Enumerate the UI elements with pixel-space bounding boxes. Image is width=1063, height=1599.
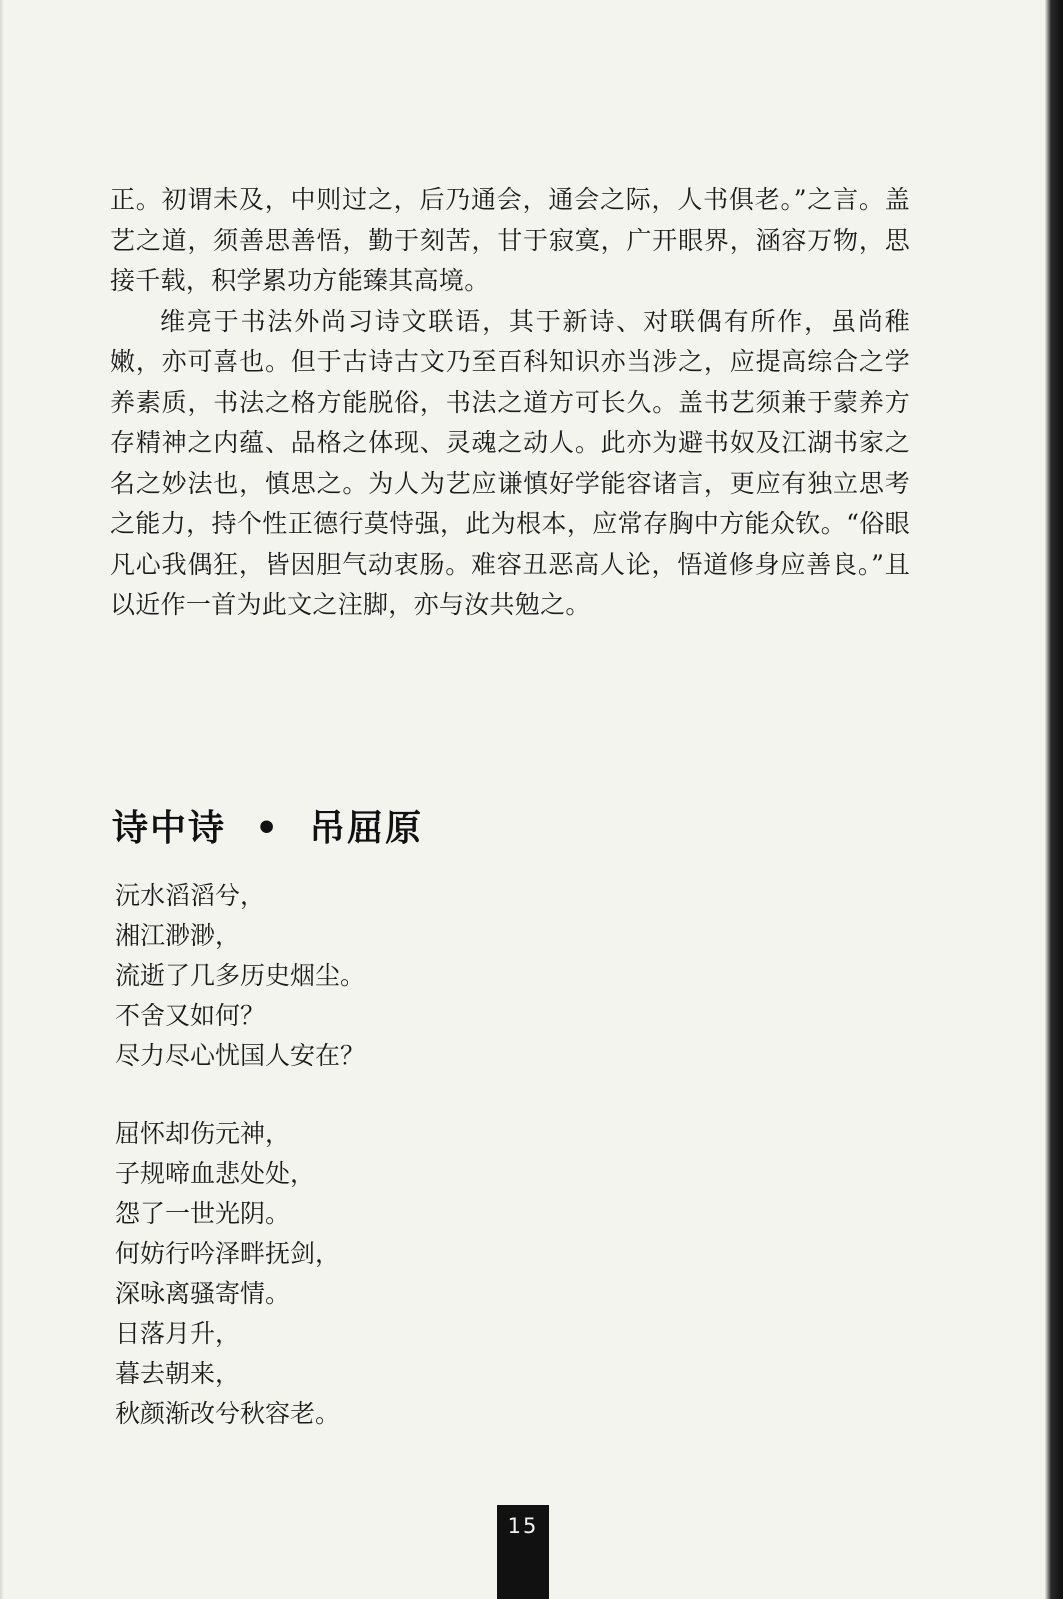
poem-stanza (115, 1114, 340, 1434)
poem-line: 怨了一世光阴。 (115, 1199, 291, 1228)
section-title: 诗中诗 • 吊屈原 (112, 808, 424, 849)
poem-line: 屈怀却伤元神， (115, 1119, 291, 1148)
poem-line: 尽力尽心忧国人安在？ (115, 1041, 366, 1070)
prose-paragraph: 正。初谓未及，中则过之，后乃通会，通会之际，人书俱老。”之言。盖艺之道，须善思善悟，勤于刻苦，甘于寂寞，广开眼界，涵容万物，思接千载，积学累功方能臻其高境。 (110, 185, 910, 295)
poem-line: 流逝了几多历史烟尘。 (115, 961, 366, 990)
page-left-edge (0, 0, 4, 1599)
page-binding-shadow (1045, 0, 1063, 1599)
poem-line: 子规啼血悲处处， (115, 1159, 316, 1188)
poem-line: 何妨行吟泽畔抚剑， (115, 1239, 341, 1268)
poem-line: 不舍又如何？ (115, 1001, 266, 1030)
prose-body (110, 180, 910, 626)
poem-stanza (115, 876, 365, 1076)
poem-line: 湘江渺渺， (115, 921, 241, 950)
poem-line: 暮去朝来， (115, 1359, 241, 1388)
poem-line: 深咏离骚寄情。 (115, 1279, 291, 1308)
poem-line: 沅水滔滔兮， (115, 881, 266, 910)
page-number: 15 (497, 1505, 549, 1599)
poem-line: 秋颜渐改兮秋容老。 (115, 1399, 341, 1428)
poem-line: 日落月升， (115, 1319, 241, 1348)
prose-paragraph: 维亮于书法外尚习诗文联语，其于新诗、对联偶有所作，虽尚稚嫩，亦可喜也。但于古诗古文乃至百科知识亦当涉之，应提高综合之学养素质，书法之格方能脱俗，书法之道方可长久。盖书艺须兼于蒙养方存精神之内蕴、品格之体现、灵魂之动人。此亦为避书奴及江湖书家之名之妙法也，慎思之。为人为艺应谦慎好学能容诸言，更应有独立思考之能力，持个性正德行莫恃强，此为根本，应常存胸中方能众钦。“俗眼凡心我偶狂，皆因胆气动衷肠。难容丑恶高人论，悟道修身应善良。”且以近作一首为此文之注脚，亦与汝共勉之。 (110, 306, 910, 619)
